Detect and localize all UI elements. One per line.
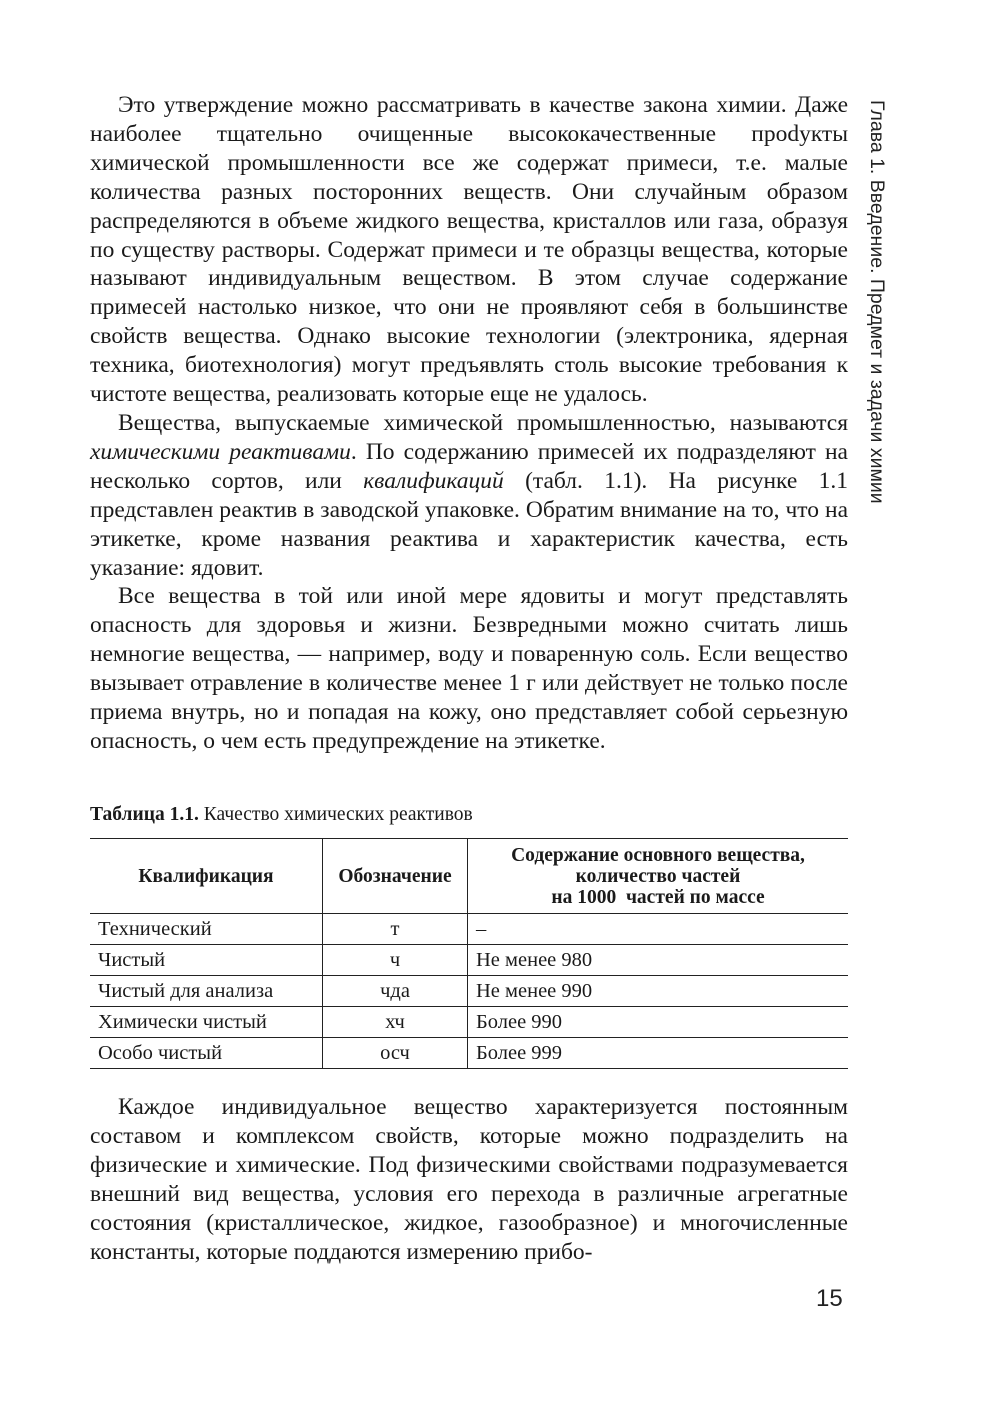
table-row xyxy=(90,1007,848,1038)
running-head: Глава 1. Введение. Предмет и задачи химии xyxy=(866,100,888,504)
paragraph-3: Все вещества в той или иной мере ядовиты и могут представлять опасность для здоровья и жизни. Безвредными можно считать лишь немногие вещества, — например, воду и поваренную соль. Если вещество вызывает отравление в количестве менее 1 г или действует не только после приема внутрь, но и попадая на кожу, оно представляет собой серьезную опасность, о чем есть предупреждение на этикетке. xyxy=(90,583,848,754)
body-text-top xyxy=(90,91,848,756)
paragraph-2-part-2: . По содержанию примесей их подразделяют на несколько сортов, или xyxy=(90,438,848,494)
header-designation: Обозначение xyxy=(323,839,468,914)
header-qualification: Квалификация xyxy=(90,839,323,914)
cell-qualification: Химически чистый xyxy=(90,1007,323,1038)
header-content xyxy=(468,839,849,914)
paragraph-1: Это утверждение можно рассматривать в качестве закона химии. Даже наиболее тщательно очищенные высококачественные проdукты химической промышленности все же содержат примеси, т.е. малые количества разных посторонних веществ. Они случайным образом распределяются в объеме жидкого вещества, кристаллов или газа, образуя по существу растворы. Содержат примеси и те образцы вещества, которые называют индивидуальным веществом. В этом случае содержание примесей настолько низкое, что они не проявляют себя в большинстве свойств вещества. Однако высокие технологии (электроника, ядерная техника, биотехнология) могут предъявлять столь высокие требования к чистоте вещества, реализовать которые еще не удалось. xyxy=(90,92,848,408)
header-content-line-1: Содержание основного вещества, xyxy=(511,844,805,866)
cell-qualification: Технический xyxy=(90,914,323,945)
table-row xyxy=(90,1038,848,1069)
cell-qualification: Чистый для анализа xyxy=(90,976,323,1007)
header-content-line-3: на 1000 частей по массе xyxy=(551,886,765,908)
paragraph-2 xyxy=(90,409,848,582)
cell-content: Не менее 990 xyxy=(468,976,849,1007)
table-header-row xyxy=(90,839,848,914)
cell-designation: хч xyxy=(323,1007,468,1038)
term-qualifications: квалификаций xyxy=(363,467,504,494)
table-row xyxy=(90,945,848,976)
cell-designation: т xyxy=(323,914,468,945)
body-text-bottom xyxy=(90,1093,848,1266)
cell-qualification: Чистый xyxy=(90,945,323,976)
cell-qualification: Особо чистый xyxy=(90,1038,323,1069)
reagent-quality-table xyxy=(90,838,848,1069)
header-content-line-2: количество частей xyxy=(575,865,741,887)
cell-content: – xyxy=(468,914,849,945)
term-chemical-reagents: химическими реактивами xyxy=(90,438,351,465)
table-row xyxy=(90,976,848,1007)
table-caption-label: Таблица 1.1. xyxy=(90,804,199,825)
cell-content: Более 990 xyxy=(468,1007,849,1038)
paragraph-2-part-3: (табл. 1.1). На рисунке 1.1 представлен реактив в заводской упаковке. Обратим внимание на то, что на этикетке, кроме названия реактива и характеристик качества, есть указание: ядовит. xyxy=(90,467,848,581)
cell-content: Более 999 xyxy=(468,1038,849,1069)
table-caption xyxy=(90,803,473,827)
cell-designation: ч xyxy=(323,945,468,976)
cell-designation: чда xyxy=(323,976,468,1007)
table-row xyxy=(90,914,848,945)
cell-content: Не менее 980 xyxy=(468,945,849,976)
paragraph-2-part-1: Вещества, выпускаемые химической промышленностью, называются xyxy=(118,409,848,436)
page-number: 15 xyxy=(816,1285,843,1312)
cell-designation: осч xyxy=(323,1038,468,1069)
paragraph-4: Каждое индивидуальное вещество характеризуется постоянным составом и комплексом свойств, которые можно подразделить на физические и химические. Под физическими свойствами подразумевается внешний вид вещества, условия его перехода в различные агрегатные состояния (кристаллическое, жидкое, газообразное) и многочисленные константы, которые поддаются измерению прибо- xyxy=(90,1094,848,1265)
table-caption-text: Качество химических реактивов xyxy=(198,804,473,825)
